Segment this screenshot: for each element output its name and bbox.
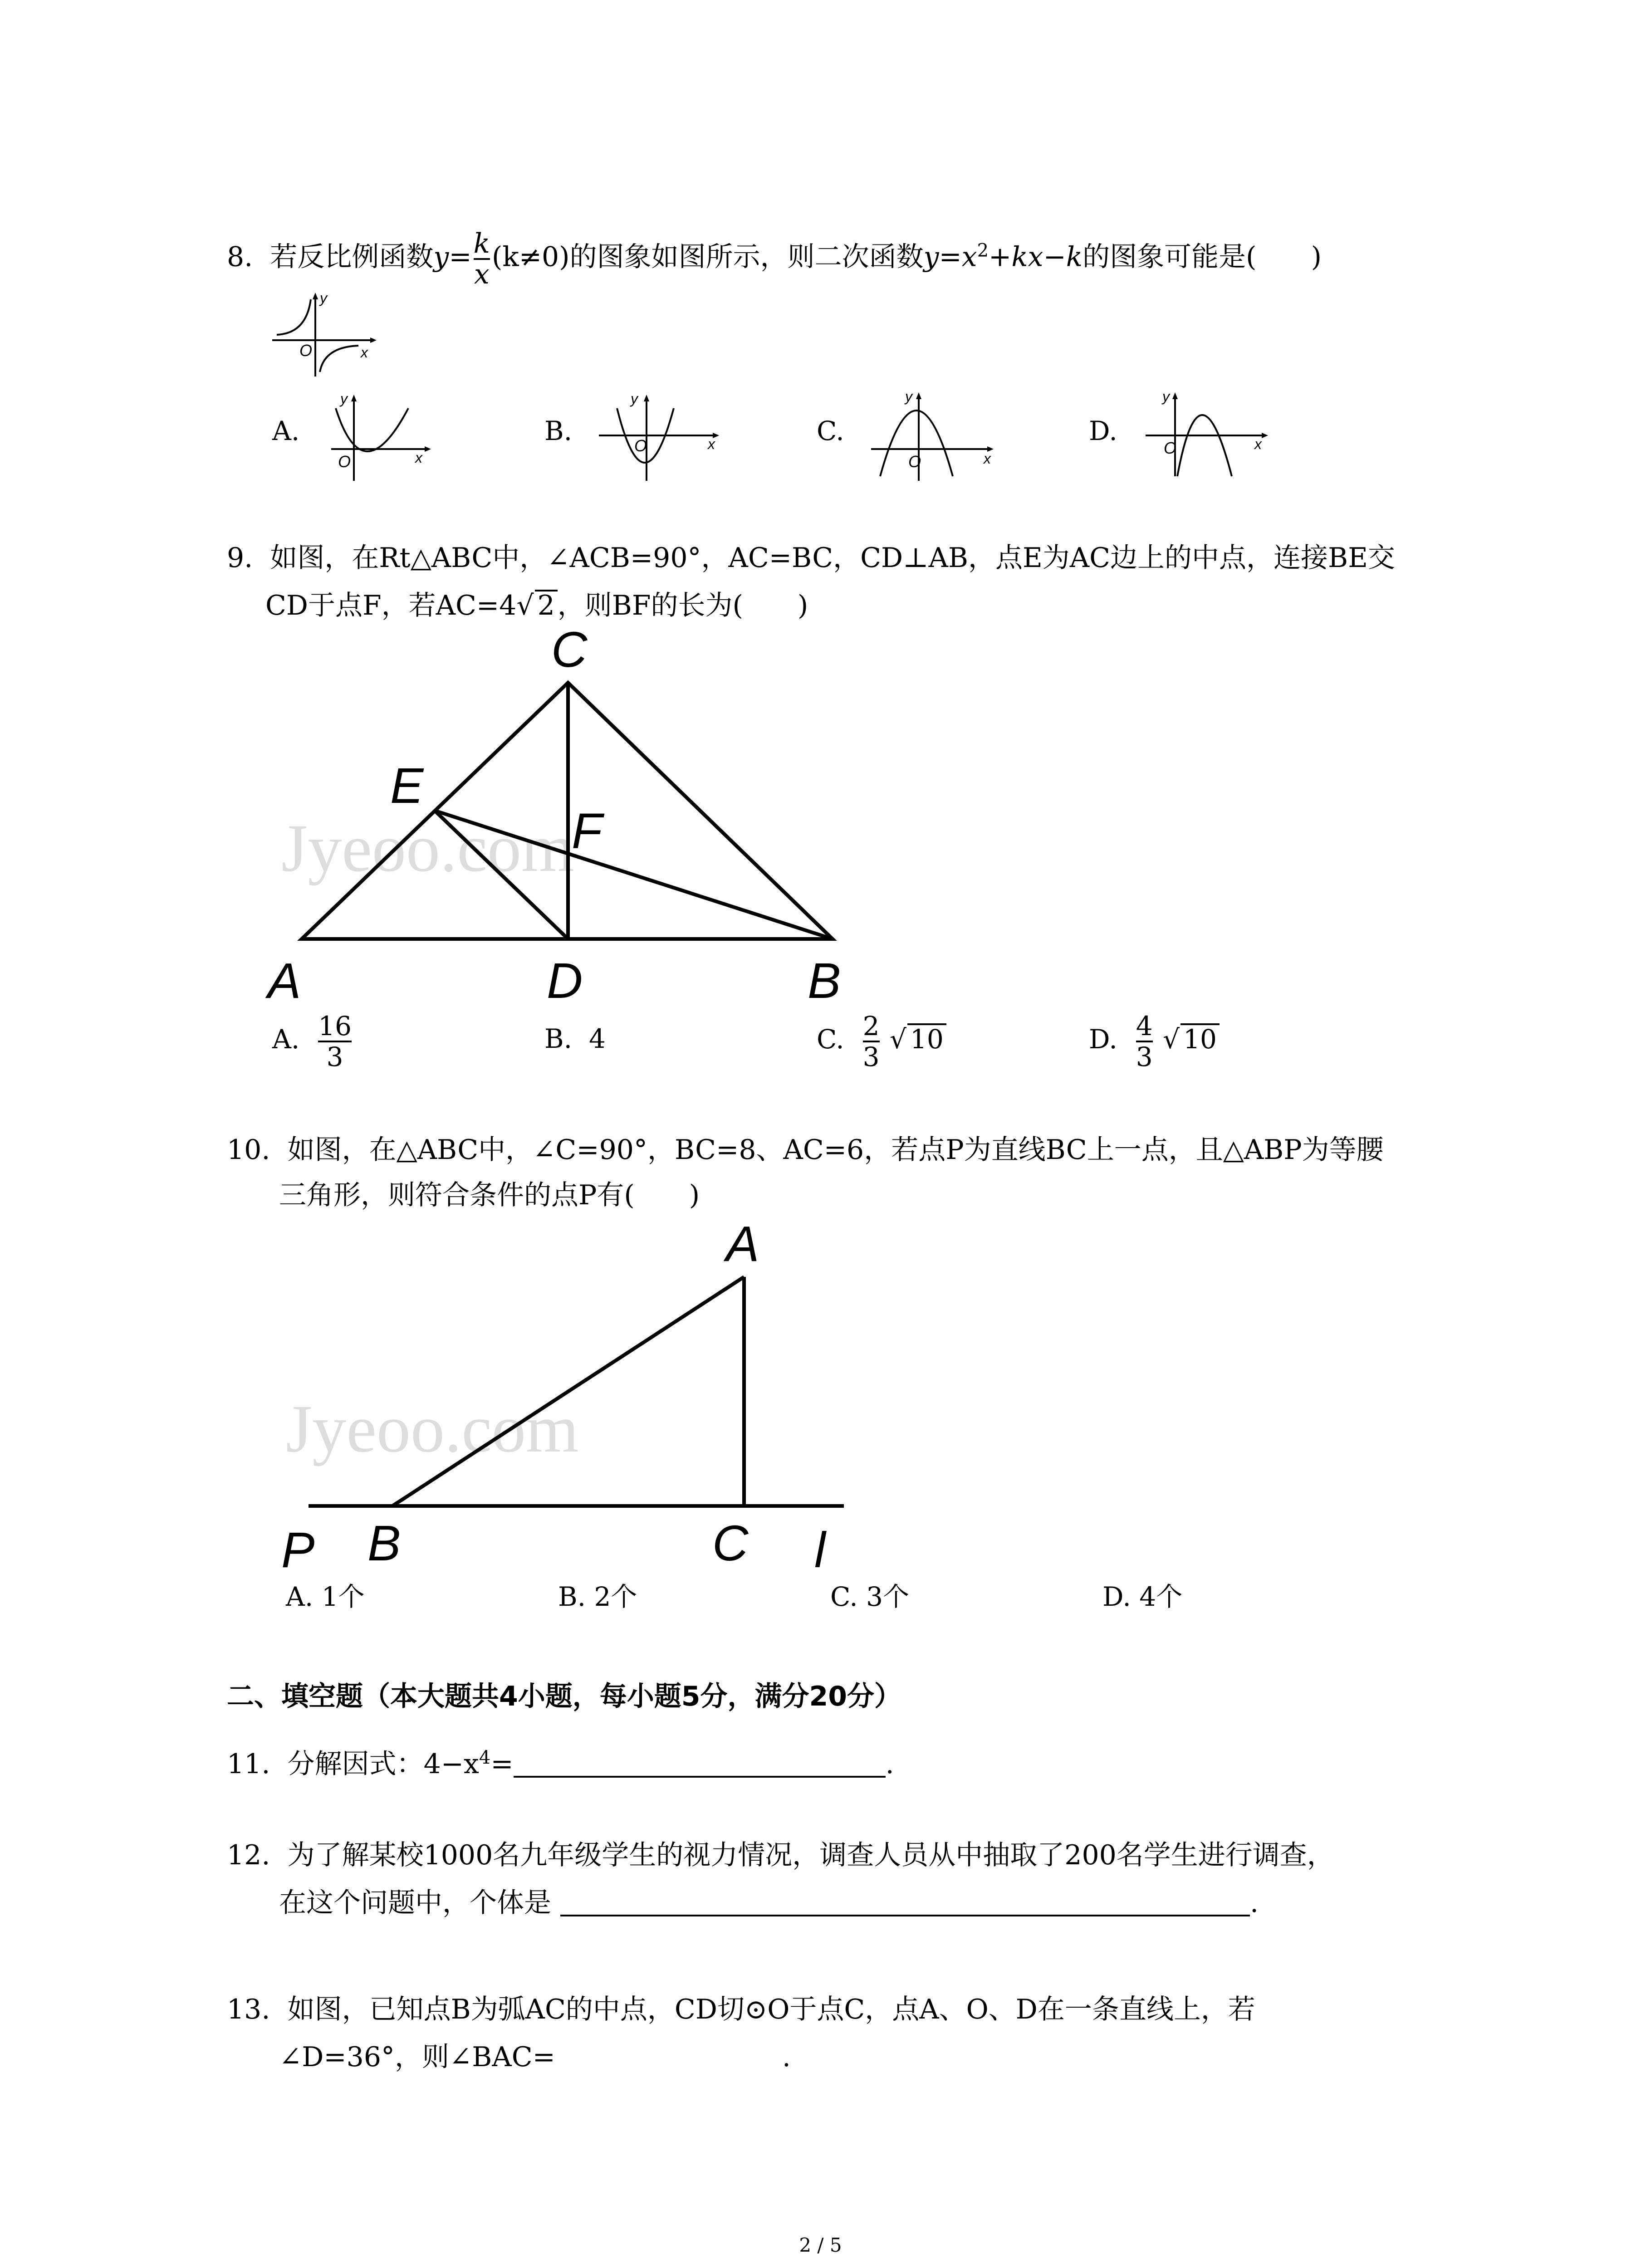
q10-label-l: l — [814, 1522, 826, 1578]
q8-option-a-label: A. — [272, 415, 300, 446]
q10-label-a: A — [726, 1216, 759, 1272]
q8-b-x: x — [708, 436, 715, 452]
q12-line1: 12. 为了解某校1000名九年级学生的视力情况，调查人员从中抽取了200名学生进行调查， — [227, 1839, 1334, 1871]
section-2-title: 二、填空题（本大题共4小题，每小题5分，满分20分） — [227, 1681, 901, 1712]
q8-b-origin: O — [634, 436, 647, 455]
q8-c-x: x — [984, 450, 991, 467]
q8-option-c-label: C. — [817, 415, 844, 446]
q9-label-f: F — [572, 803, 603, 859]
q8-d-y: y — [1162, 388, 1170, 405]
q9-label-b: B — [808, 953, 841, 1009]
q8-option-d-label: D. — [1089, 415, 1117, 446]
q10-label-c: C — [712, 1515, 749, 1571]
q8-option-c-graph — [867, 386, 1003, 481]
q12-answer-blank[interactable] — [560, 1915, 1250, 1916]
q8-text: 8. 若反比例函数y= $\frac{k}{x}$ (k≠0)的图象如图所示，则二次函数$y=x^2+kx-k$的图象可能是( ) — [227, 228, 1322, 290]
q8-a-origin: O — [338, 452, 351, 471]
q8-c-origin: O — [908, 452, 921, 471]
q9-option-a: A. $\frac{16}{3}$ — [272, 1011, 352, 1072]
q10-label-p: P — [281, 1522, 315, 1578]
q11-answer-blank[interactable] — [514, 1776, 886, 1778]
q8-option-b-label: B. — [544, 415, 573, 446]
q9-option-c: C. $\frac{2}{3}$ √ 10 — [817, 1012, 946, 1071]
q9-option-d: D. $\frac{4}{3}$ √ 10 — [1089, 1012, 1220, 1071]
q10-option-d: D. 4个 — [1102, 1581, 1183, 1612]
q9-watermark: Jyeoo.com — [281, 811, 574, 886]
q8-a-x: x — [415, 450, 422, 466]
page-number: 2 / 5 — [799, 2234, 842, 2256]
q10-line2: 三角形，则符合条件的点P有( ) — [279, 1179, 700, 1211]
q10-option-a: A. 1个 — [286, 1581, 365, 1612]
q10-line1: 10. 如图，在△ABC中，∠C=90°，BC=8、AC=6，若点P为直线BC上一点，且△ABP为等腰 — [227, 1134, 1384, 1166]
q8-option-a-graph — [318, 390, 436, 481]
q8-option-b-graph — [594, 390, 726, 481]
q10-label-b: B — [367, 1515, 401, 1571]
q9-option-b: B. 4 — [544, 1023, 606, 1054]
q8-inverse-origin: O — [299, 341, 313, 360]
q8-fraction: $\frac{k}{x}$ — [473, 228, 490, 290]
q8-b-y: y — [631, 391, 638, 407]
q9-label-e: E — [390, 758, 424, 814]
q11-text: 11. 分解因式：$4-x^4=$ . — [227, 1747, 894, 1780]
q10-watermark: Jyeoo.com — [286, 1391, 579, 1466]
q9-sqrt: √ 2 — [516, 590, 557, 620]
q9-label-c: C — [551, 622, 588, 678]
q13-answer-blank[interactable] — [555, 2069, 782, 2071]
q8-d-origin: O — [1164, 439, 1177, 457]
q10-option-c: C. 3个 — [830, 1581, 910, 1612]
q8-inverse-graph — [268, 290, 386, 381]
q9-label-d: D — [547, 953, 583, 1009]
q8-option-d-graph — [1143, 386, 1279, 481]
q10-option-b: B. 2个 — [558, 1581, 637, 1612]
q9-label-a: A — [268, 953, 301, 1009]
q8-c-y: y — [905, 388, 912, 405]
q9-line1: 9. 如图，在Rt△ABC中，∠ACB=90°，AC=BC，CD⊥AB，点E为AC边上的中点，连接BE交 — [227, 542, 1395, 574]
q13-line1: 13. 如图，已知点B为弧AC的中点，CD切⊙O于点C，点A、O、D在一条直线上，若 — [227, 1994, 1255, 2025]
q12-line2: 在这个问题中，个体是 . — [279, 1887, 1259, 1919]
q9-triangle-figure — [254, 622, 889, 1016]
q9-line2: CD于点F，若AC=4√ 2 ，则BF的长为( ) — [265, 590, 808, 621]
q13-line2: ∠D=36°，则∠BAC= . — [279, 2041, 791, 2073]
q8-d-x: x — [1254, 436, 1262, 452]
q8-a-y: y — [340, 391, 348, 407]
q8-inverse-x: x — [361, 344, 368, 361]
q8-inverse-y: y — [320, 290, 327, 306]
q10-triangle-figure — [272, 1216, 862, 1592]
